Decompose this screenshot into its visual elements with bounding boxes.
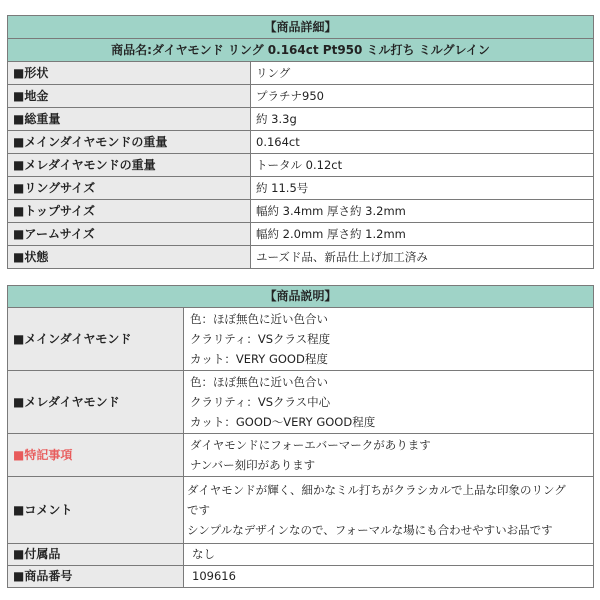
details-header-row <box>8 16 594 39</box>
accessories-label: ■付属品 <box>8 544 184 566</box>
main-diamond-cut: カット：VERY GOOD程度 <box>190 352 328 366</box>
row-value-arm-size: 幅約 2.0mm 厚さ約 1.2mm <box>251 223 594 246</box>
table-row <box>8 246 594 269</box>
row-label-arm-size: ■アームサイズ <box>8 223 251 246</box>
row-value-shape: リング <box>251 62 594 85</box>
table-row <box>8 200 594 223</box>
table-row <box>8 154 594 177</box>
product-number-label: ■商品番号 <box>8 566 184 588</box>
row-value-top-size: 幅約 3.4mm 厚さ約 3.2mm <box>251 200 594 223</box>
row-label-main-diamond-weight: ■メインダイヤモンドの重量 <box>8 131 251 154</box>
main-diamond-clarity: クラリティ：VSクラス程度 <box>190 332 331 346</box>
special-note-forevermark: ダイヤモンドにフォーエバーマークがあります <box>190 438 431 452</box>
product-name-row <box>8 39 594 62</box>
melee-diamond-cut: カット：GOOD〜VERY GOOD程度 <box>190 415 376 429</box>
row-value-main-diamond-weight: 0.164ct <box>251 131 594 154</box>
row-value-total-weight: 約 3.3g <box>251 108 594 131</box>
table-row <box>8 131 594 154</box>
product-number-value: 109616 <box>184 566 594 588</box>
row-label-ring-size: ■リングサイズ <box>8 177 251 200</box>
row-value-metal: プラチナ950 <box>251 85 594 108</box>
comment-value <box>184 477 594 544</box>
melee-diamond-value <box>184 371 594 434</box>
table-row <box>8 85 594 108</box>
product-details-table <box>7 15 594 269</box>
main-diamond-label: ■メインダイヤモンド <box>8 308 184 371</box>
row-value-ring-size: 約 11.5号 <box>251 177 594 200</box>
row-value-condition: ユーズド品、新品仕上げ加工済み <box>251 246 594 269</box>
row-value-melee-diamond-weight: トータル 0.12ct <box>251 154 594 177</box>
main-diamond-value <box>184 308 594 371</box>
product-description-table <box>7 285 594 588</box>
row-label-melee-diamond-weight: ■メレダイヤモンドの重量 <box>8 154 251 177</box>
special-note-engraving: ナンバー刻印があります <box>190 458 316 472</box>
row-label-top-size: ■トップサイズ <box>8 200 251 223</box>
row-label-shape: ■形状 <box>8 62 251 85</box>
row-label-total-weight: ■総重量 <box>8 108 251 131</box>
details-header: 【商品詳細】 <box>8 16 594 39</box>
table-row <box>8 223 594 246</box>
table-row <box>8 544 594 566</box>
special-notes-label: ■特記事項 <box>8 434 184 477</box>
table-row <box>8 62 594 85</box>
row-label-condition: ■状態 <box>8 246 251 269</box>
table-row <box>8 477 594 544</box>
main-diamond-color: 色：ほぼ無色に近い色合い <box>190 312 328 326</box>
table-row <box>8 177 594 200</box>
table-row <box>8 566 594 588</box>
melee-diamond-clarity: クラリティ：VSクラス中心 <box>190 395 331 409</box>
table-row <box>8 308 594 371</box>
accessories-value: なし <box>184 544 594 566</box>
special-notes-value <box>184 434 594 477</box>
table-row <box>8 371 594 434</box>
description-header-row <box>8 286 594 308</box>
product-name: 商品名:ダイヤモンド リング 0.164ct Pt950 ミル打ち ミルグレイン <box>8 39 594 62</box>
row-label-metal: ■地金 <box>8 85 251 108</box>
comment-line-2: です <box>187 503 210 517</box>
melee-diamond-color: 色：ほぼ無色に近い色合い <box>190 375 328 389</box>
table-row <box>8 434 594 477</box>
comment-line-3: シンプルなデザインなので、フォーマルな場にも合わせやすいお品です <box>187 523 553 537</box>
melee-diamond-label: ■メレダイヤモンド <box>8 371 184 434</box>
table-row <box>8 108 594 131</box>
comment-label: ■コメント <box>8 477 184 544</box>
description-header: 【商品説明】 <box>8 286 594 308</box>
comment-line-1: ダイヤモンドが輝く、細かなミル打ちがクラシカルで上品な印象のリング <box>187 483 566 497</box>
